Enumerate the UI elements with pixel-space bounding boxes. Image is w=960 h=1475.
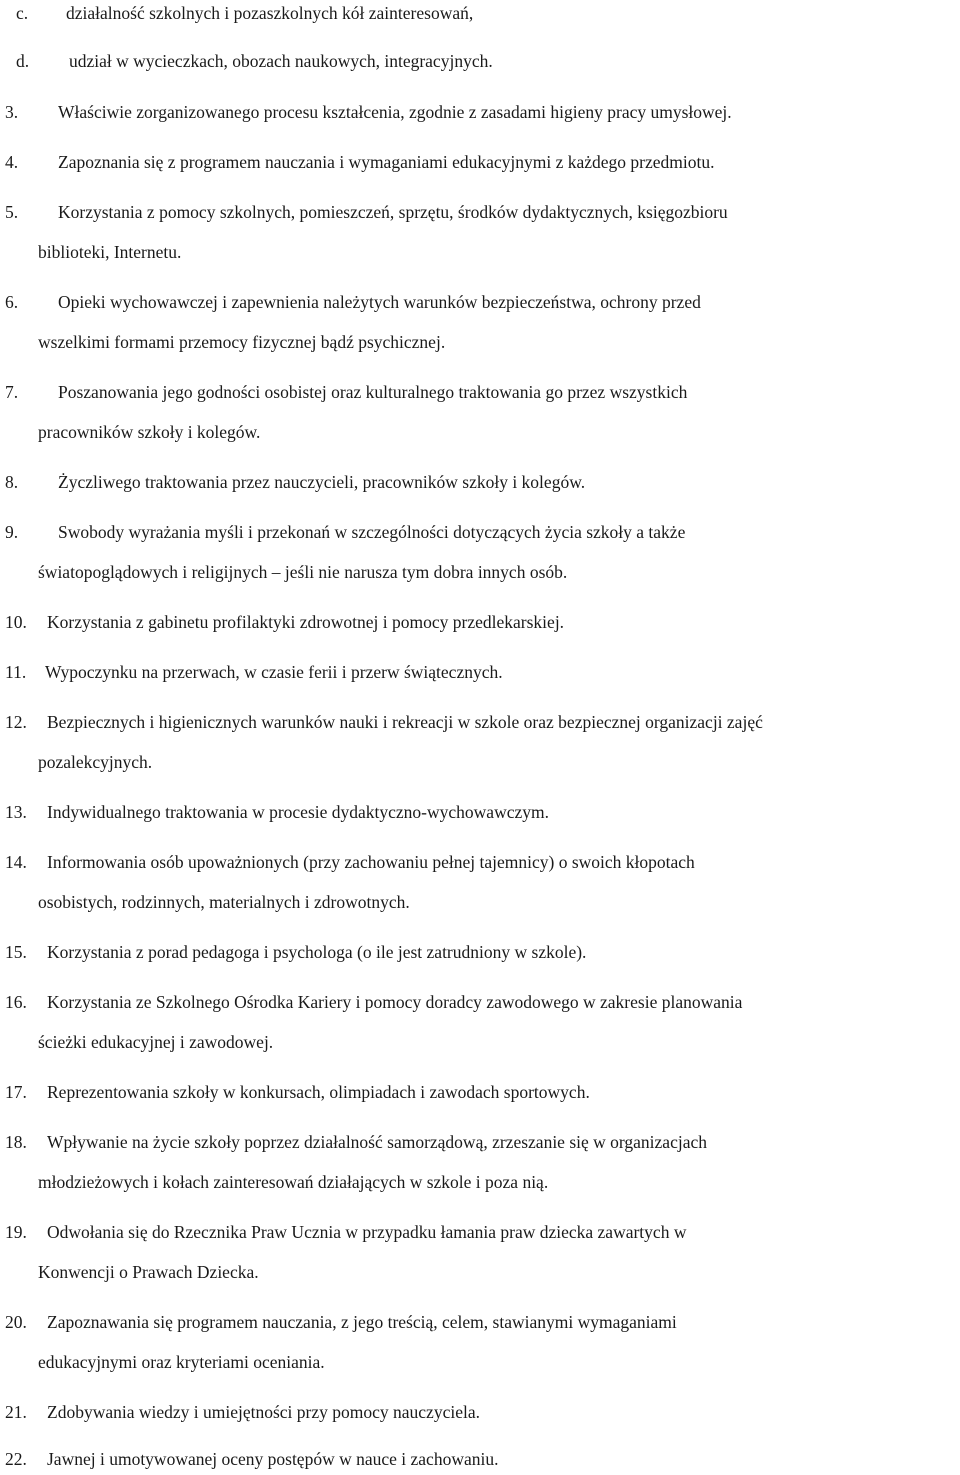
list-text: udział w wycieczkach, obozach naukowych, integracyjnych. (69, 51, 493, 71)
list-number: 12. (5, 712, 27, 732)
list-text: Opieki wychowawczej i zapewnienia należytych warunków bezpieczeństwa, ochrony przed (58, 292, 701, 312)
list-text: Jawnej i umotywowanej oceny postępów w nauce i zachowaniu. (47, 1449, 499, 1469)
list-text: Zdobywania wiedzy i umiejętności przy pomocy nauczyciela. (47, 1402, 480, 1422)
list-text: Zapoznania się z programem nauczania i wymaganiami edukacyjnymi z każdego przedmiotu. (58, 152, 715, 172)
list-number: 6. (5, 292, 19, 312)
list-number: 16. (5, 992, 27, 1012)
list-text: Informowania osób upoważnionych (przy zachowaniu pełnej tajemnicy) o swoich kłopotach (47, 852, 695, 872)
list-number: 10. (5, 612, 27, 632)
list-number: 17. (5, 1082, 27, 1102)
list-number: 19. (5, 1222, 27, 1242)
list-text-continued: Konwencji o Prawach Dziecka. (38, 1262, 259, 1282)
list-number: 5. (5, 202, 19, 222)
list-text: Zapoznawania się programem nauczania, z jego treścią, celem, stawianymi wymaganiami (47, 1312, 677, 1332)
list-number: 15. (5, 942, 27, 962)
list-text-continued: biblioteki, Internetu. (38, 242, 182, 262)
list-text-continued: osobistych, rodzinnych, materialnych i zdrowotnych. (38, 892, 410, 912)
list-text: działalność szkolnych i pozaszkolnych kół zainteresowań, (66, 3, 474, 23)
list-number: 4. (5, 152, 19, 172)
list-text: Korzystania z porad pedagoga i psychologa (o ile jest zatrudniony w szkole). (47, 942, 587, 962)
list-number: 21. (5, 1402, 27, 1422)
list-number: 22. (5, 1449, 27, 1469)
list-number: 13. (5, 802, 27, 822)
list-number: 9. (5, 522, 19, 542)
list-text: Bezpiecznych i higienicznych warunków nauki i rekreacji w szkole oraz bezpiecznej organizacji zajęć (47, 712, 763, 732)
list-number: 14. (5, 852, 27, 872)
list-text-continued: pozalekcyjnych. (38, 752, 153, 772)
list-number: 3. (5, 102, 19, 122)
list-number: 8. (5, 472, 19, 492)
list-text-continued: wszelkimi formami przemocy fizycznej bądź psychicznej. (38, 332, 446, 352)
list-text-continued: młodzieżowych i kołach zainteresowań działających w szkole i poza nią. (38, 1172, 549, 1192)
list-text: Swobody wyrażania myśli i przekonań w szczególności dotyczących życia szkoły a także (58, 522, 686, 542)
list-text-continued: światopoglądowych i religijnych – jeśli nie narusza tym dobra innych osób. (38, 562, 568, 582)
list-text: Wpływanie na życie szkoły poprzez działalność samorządową, zrzeszanie się w organizacjach (47, 1132, 707, 1152)
list-number: 7. (5, 382, 19, 402)
list-marker: d. (16, 51, 30, 71)
list-text-continued: pracowników szkoły i kolegów. (38, 422, 261, 442)
list-text: Reprezentowania szkoły w konkursach, olimpiadach i zawodach sportowych. (47, 1082, 590, 1102)
list-text: Korzystania z pomocy szkolnych, pomieszczeń, sprzętu, środków dydaktycznych, księgozbioru (58, 202, 728, 222)
list-text-continued: ścieżki edukacyjnej i zawodowej. (38, 1032, 274, 1052)
list-text: Odwołania się do Rzecznika Praw Ucznia w przypadku łamania praw dziecka zawartych w (47, 1222, 687, 1242)
list-number: 18. (5, 1132, 27, 1152)
list-text: Korzystania z gabinetu profilaktyki zdrowotnej i pomocy przedlekarskiej. (47, 612, 565, 632)
list-text: Właściwie zorganizowanego procesu kształcenia, zgodnie z zasadami higieny pracy umysłowej. (58, 102, 732, 122)
list-text: Wypoczynku na przerwach, w czasie ferii i przerw świątecznych. (45, 662, 503, 682)
list-text: Poszanowania jego godności osobistej oraz kulturalnego traktowania go przez wszystkich (58, 382, 688, 402)
list-marker: c. (16, 3, 29, 23)
list-text: Korzystania ze Szkolnego Ośrodka Kariery i pomocy doradcy zawodowego w zakresie planowania (47, 992, 743, 1012)
list-text-continued: edukacyjnymi oraz kryteriami oceniania. (38, 1352, 325, 1372)
list-number: 20. (5, 1312, 27, 1332)
list-text: Życzliwego traktowania przez nauczycieli, pracowników szkoły i kolegów. (58, 472, 586, 492)
list-number: 11. (5, 662, 27, 682)
list-text: Indywidualnego traktowania w procesie dydaktyczno-wychowawczym. (47, 802, 549, 822)
